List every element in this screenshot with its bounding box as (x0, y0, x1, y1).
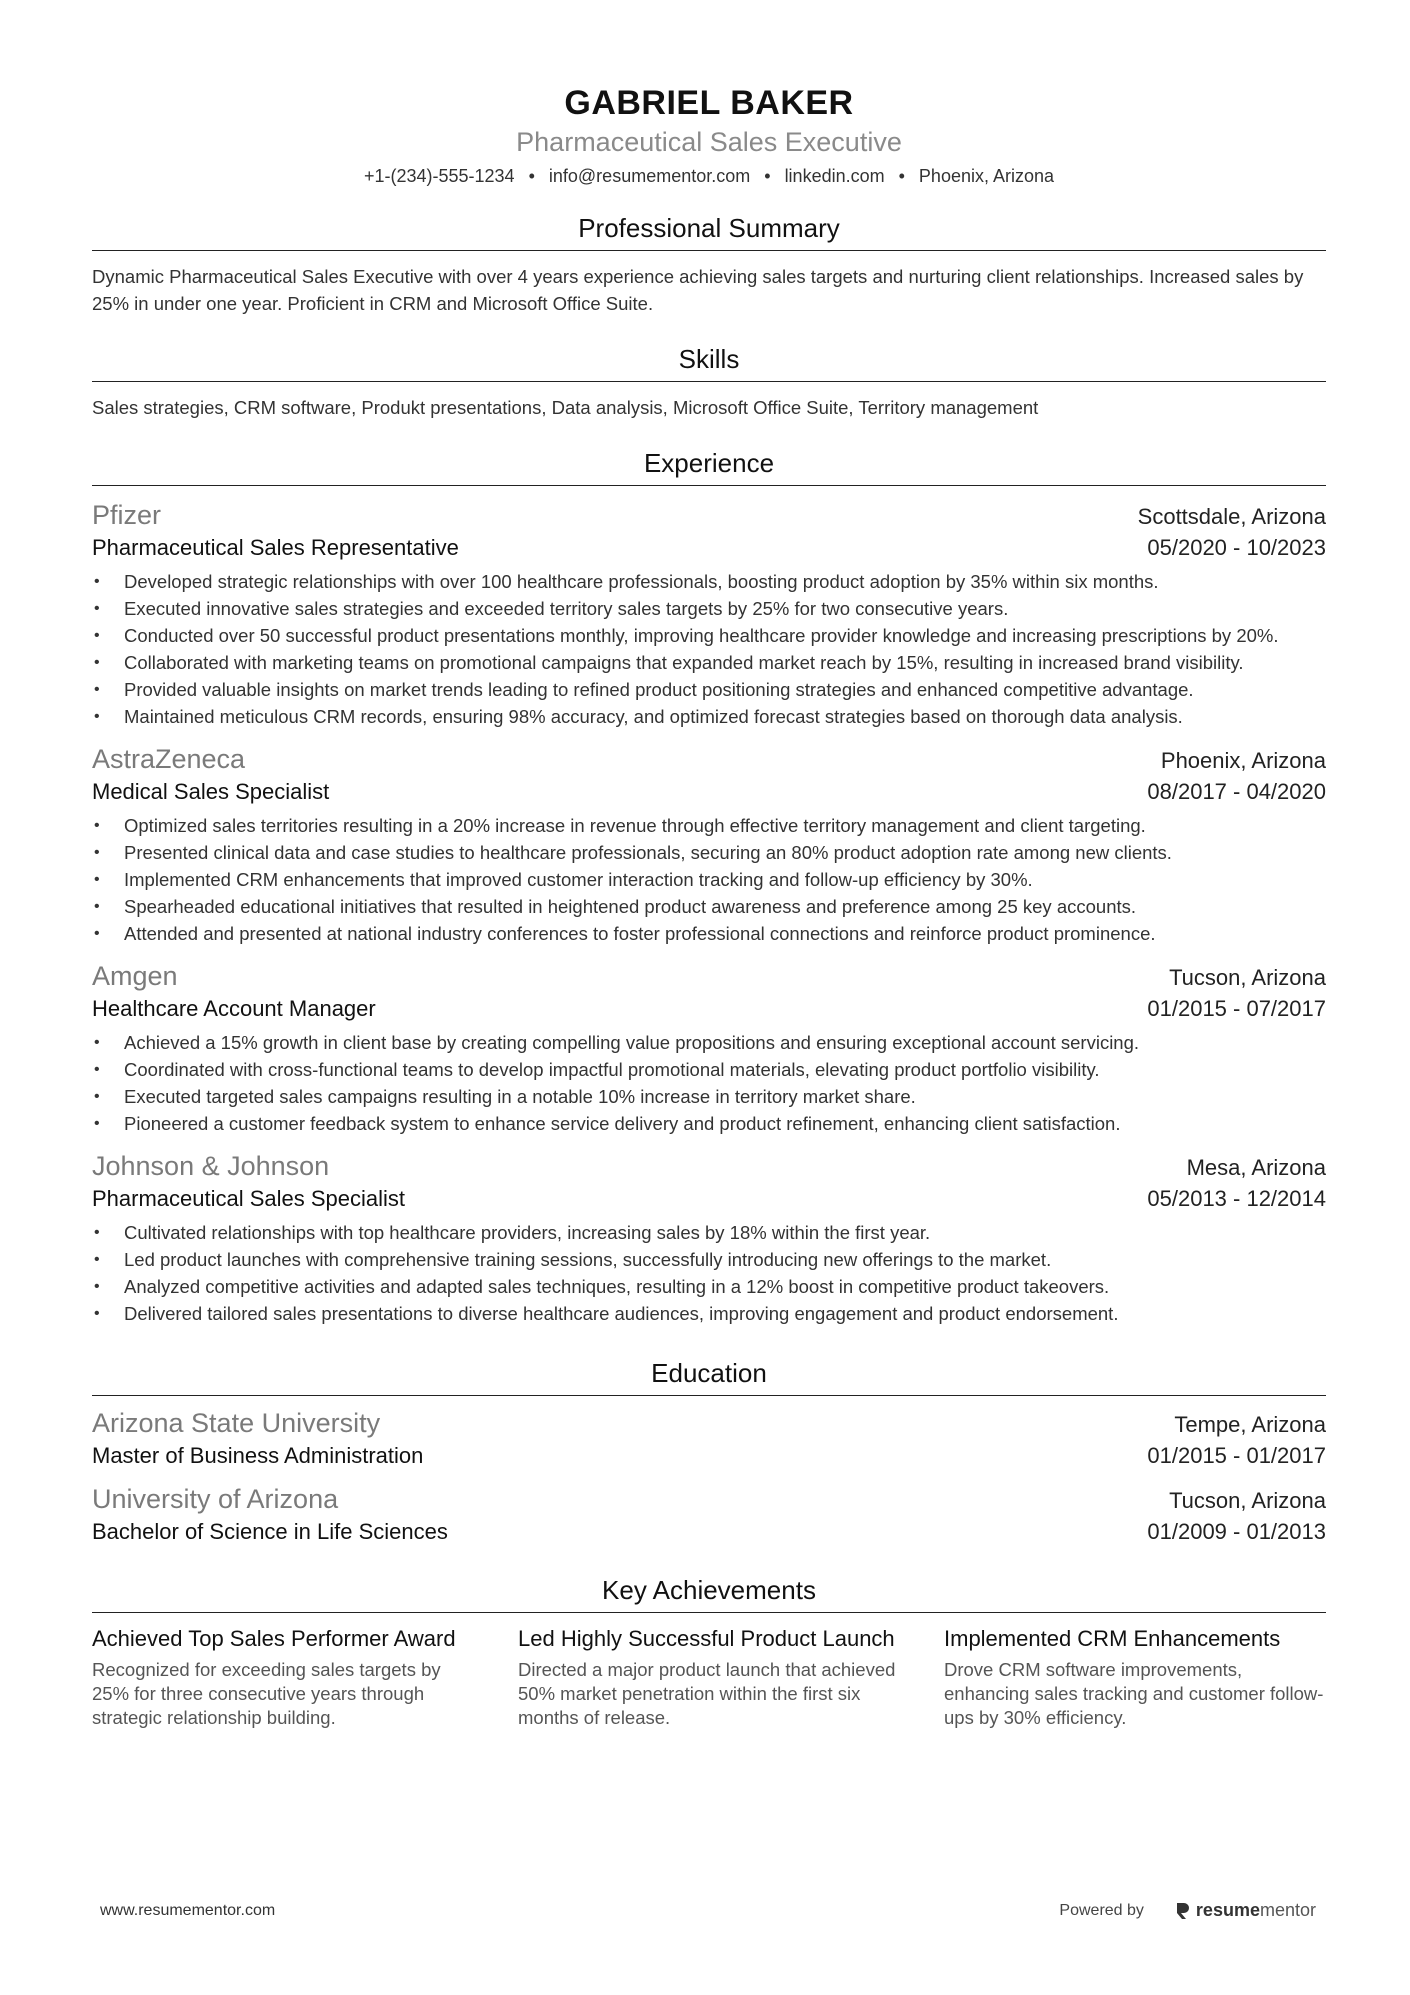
job-title: Medical Sales Specialist (92, 779, 330, 804)
list-item: • Executed innovative sales strategies and exceeded territory sales targets by 25% for two consecutive years. (124, 595, 1326, 622)
job-entry (92, 498, 1326, 730)
school-location: Tucson, Arizona (1169, 1488, 1326, 1513)
achievement-title: Led Highly Successful Product Launch (518, 1626, 895, 1651)
achievement-desc: Drove CRM software improvements, enhancing sales tracking and customer follow-ups by 30% efficiency. (944, 1659, 1324, 1728)
job-entry (92, 959, 1326, 1137)
job-location: Phoenix, Arizona (1160, 748, 1326, 773)
job-company: Pfizer (92, 500, 162, 530)
job-title: Pharmaceutical Sales Specialist (92, 1186, 406, 1211)
school-name: Arizona State University (92, 1408, 381, 1438)
list-item: • Analyzed competitive activities and adapted sales techniques, resulting in a 12% boost in competitive product takeovers. (124, 1273, 1326, 1300)
achievements-heading: Key Achievements (92, 1574, 1326, 1613)
candidate-role: Pharmaceutical Sales Executive (516, 127, 902, 157)
school-location: Tempe, Arizona (1174, 1412, 1326, 1437)
list-item: • Achieved a 15% growth in client base by creating compelling value propositions and ensuring exceptional account servicing. (124, 1029, 1326, 1056)
degree-name: Bachelor of Science in Life Sciences (92, 1519, 448, 1544)
job-bullets (92, 1219, 1326, 1327)
footer-website[interactable]: www.resumementor.com (100, 1902, 276, 1919)
school-dates: 01/2009 - 01/2013 (1147, 1519, 1326, 1544)
education-entry (92, 1406, 1326, 1472)
powered-by-label: Powered by (1059, 1901, 1144, 1919)
list-item: • Cultivated relationships with top healthcare providers, increasing sales by 18% within the first year. (124, 1219, 1326, 1246)
job-dates: 05/2013 - 12/2014 (1147, 1186, 1326, 1211)
contact-linkedin[interactable]: linkedin.com (784, 166, 885, 186)
list-item: • Coordinated with cross-functional teams to develop impactful promotional materials, elevating product portfolio visibility. (124, 1056, 1326, 1083)
job-company: AstraZeneca (92, 744, 246, 774)
list-item: • Conducted over 50 successful product presentations monthly, improving healthcare provider knowledge and increasing prescriptions by 20%. (124, 622, 1326, 649)
job-bullets (92, 812, 1326, 947)
list-item: • Presented clinical data and case studies to healthcare professionals, securing an 80% product adoption rate among new clients. (124, 839, 1326, 866)
contact-separator: • (898, 166, 905, 186)
summary-text: Dynamic Pharmaceutical Sales Executive with over 4 years experience achieving sales targets and nurturing client relationships. Increased sales by 25% in under one year. Proficient in CRM and Microsoft Office Suite. (92, 266, 1304, 314)
resume-page (92, 0, 1326, 1730)
skills-heading: Skills (92, 343, 1326, 382)
achievement-card (944, 1625, 1326, 1730)
list-item: • Pioneered a customer feedback system to enhance service delivery and product refinement, enhancing client satisfaction. (124, 1110, 1326, 1137)
list-item: • Attended and presented at national industry conferences to foster professional connections and reinforce product prominence. (124, 920, 1326, 947)
job-company: Johnson & Johnson (92, 1151, 330, 1181)
school-name: University of Arizona (92, 1484, 339, 1514)
job-entry (92, 1149, 1326, 1327)
list-item: • Collaborated with marketing teams on promotional campaigns that expanded market reach by 15%, resulting in increased brand visibility. (124, 649, 1326, 676)
achievements-grid (92, 1625, 1326, 1730)
job-location: Scottsdale, Arizona (1137, 504, 1326, 529)
achievement-title: Implemented CRM Enhancements (944, 1626, 1281, 1651)
achievement-desc: Directed a major product launch that achieved 50% market penetration within the first six months of release. (518, 1659, 896, 1728)
job-dates: 05/2020 - 10/2023 (1147, 535, 1326, 560)
brand-name-bold: resume (1195, 1900, 1260, 1920)
list-item: • Maintained meticulous CRM records, ensuring 98% accuracy, and optimized forecast strategies based on thorough data analysis. (124, 703, 1326, 730)
candidate-name: GABRIEL BAKER (564, 84, 854, 122)
school-dates: 01/2015 - 01/2017 (1147, 1443, 1326, 1468)
degree-name: Master of Business Administration (92, 1443, 424, 1468)
job-location: Tucson, Arizona (1169, 965, 1326, 990)
contact-location: Phoenix, Arizona (918, 166, 1055, 186)
list-item: • Provided valuable insights on market trends leading to refined product positioning strategies and enhanced competitive advantage. (124, 676, 1326, 703)
contact-phone[interactable]: +1-(234)-555-1234 (363, 166, 515, 186)
resumementor-logo-icon (1174, 1901, 1190, 1921)
list-item: • Developed strategic relationships with over 100 healthcare professionals, boosting product adoption by 35% within six months. (124, 568, 1326, 595)
list-item: • Executed targeted sales campaigns resulting in a notable 10% increase in territory market share. (124, 1083, 1326, 1110)
achievement-card (92, 1625, 474, 1730)
skills-text: Sales strategies, CRM software, Produkt presentations, Data analysis, Microsoft Office Suite, Territory management (92, 397, 1039, 418)
achievement-card (518, 1625, 900, 1730)
footer-powered (1059, 1900, 1316, 1921)
list-item: • Spearheaded educational initiatives that resulted in heightened product awareness and preference among 25 key accounts. (124, 893, 1326, 920)
contact-email[interactable]: info@resumementor.com (548, 166, 751, 186)
brand-logo[interactable] (1174, 1900, 1316, 1921)
education-entry (92, 1482, 1326, 1548)
job-entry (92, 742, 1326, 947)
education-heading: Education (92, 1357, 1326, 1396)
contact-line (92, 164, 1326, 188)
summary-heading: Professional Summary (92, 212, 1326, 251)
job-title: Pharmaceutical Sales Representative (92, 535, 459, 560)
job-dates: 08/2017 - 04/2020 (1147, 779, 1326, 804)
list-item: • Implemented CRM enhancements that improved customer interaction tracking and follow-up efficiency by 30%. (124, 866, 1326, 893)
achievement-title: Achieved Top Sales Performer Award (92, 1626, 456, 1651)
job-location: Mesa, Arizona (1186, 1155, 1326, 1180)
contact-separator: • (528, 166, 535, 186)
list-item: • Optimized sales territories resulting in a 20% increase in revenue through effective territory management and client targeting. (124, 812, 1326, 839)
achievement-desc: Recognized for exceeding sales targets by 25% for three consecutive years through strategic relationship building. (92, 1659, 441, 1728)
job-bullets (92, 1029, 1326, 1137)
list-item: • Delivered tailored sales presentations to diverse healthcare audiences, improving engagement and product endorsement. (124, 1300, 1326, 1327)
job-company: Amgen (92, 961, 178, 991)
contact-separator: • (764, 166, 771, 186)
brand-name-light: mentor (1259, 1900, 1316, 1920)
list-item: • Led product launches with comprehensive training sessions, successfully introducing new offerings to the market. (124, 1246, 1326, 1273)
experience-heading: Experience (92, 447, 1326, 486)
job-bullets (92, 568, 1326, 730)
job-dates: 01/2015 - 07/2017 (1147, 996, 1326, 1021)
job-title: Healthcare Account Manager (92, 996, 376, 1021)
